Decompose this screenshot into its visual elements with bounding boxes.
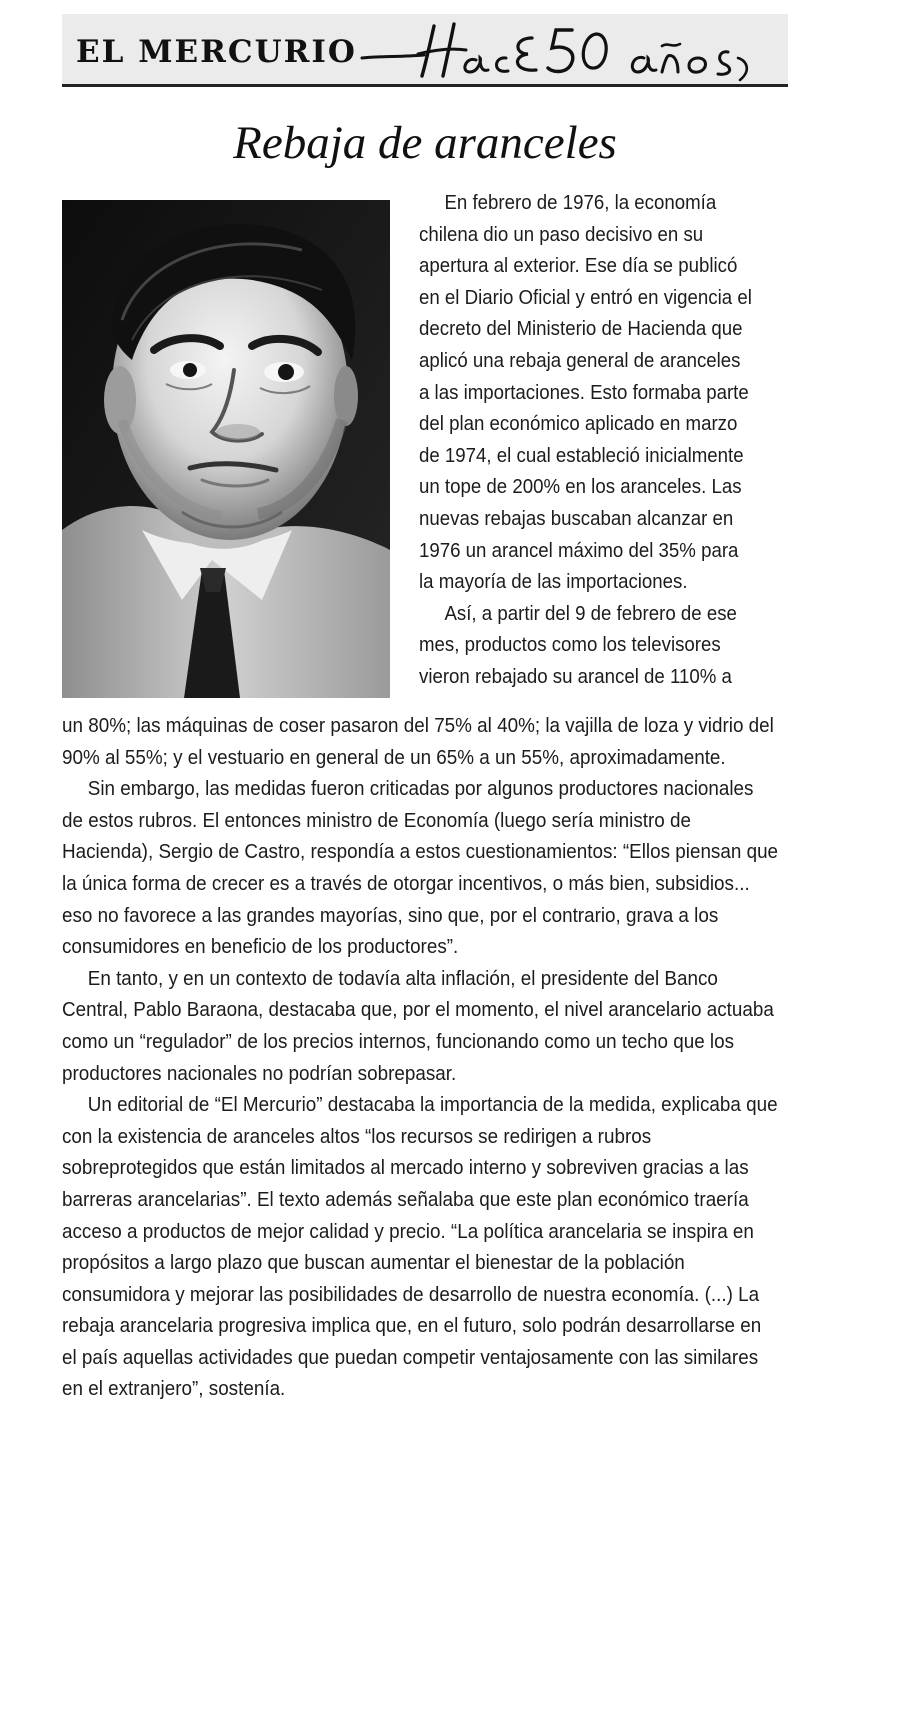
handwritten-hace-50-anos-logo xyxy=(62,14,788,84)
headline: Rebaja de aranceles xyxy=(233,117,617,169)
paragraph-1: En febrero de 1976, la economía chilena dio un paso decisivo en su apertura al exterior. Ese día se publicó en el Diario Oficial y entró en vigencia el decreto del Ministerio de Hacienda que aplicó una rebaja general de aranceles a las importaciones. Esto formaba parte del plan económico aplicado en marzo de 1974, el cual estableció inicialmente un tope de 200% en los aranceles. Las nuevas rebajas buscaban alcanzar en 1976 un arancel máximo del 35% para la mayoría de las importaciones. xyxy=(419,191,752,594)
paragraph-3: Sin embargo, las medidas fueron criticadas por algunos productores nacionales de estos rubros. El entonces ministro de Economía (luego sería ministro de Hacienda), Sergio de Castro, respondía a estos cuestionamientos: “Ellos piensan que la única forma de crecer es a través de otorgar incentivos, o más bien, subsidios... eso no favorece a las grandes mayorías, sino que, por el contrario, grava a los consumidores en beneficio de los productores”. xyxy=(62,777,779,959)
article-column xyxy=(419,187,756,693)
paragraph-5: Un editorial de “El Mercurio” destacaba la importancia de la medida, explicaba que con la existencia de aranceles altos “los recursos se redirigen a rubros sobreprotegidos que están limitados al mercado interno y sobreviven gracias a las barreras arancelarias”. El texto además señalaba que este plan económico traería acceso a productos de mejor calidad y precio. “La política arancelaria se inspira en propósitos a largo plazo que buscan aumentar el bienestar de la población consumidora y mejorar las posibilidades de desarrollo de nuestra economía. (...) La rebaja arancelaria progresiva implica que, en el futuro, solo podrán desarrollarse en el país aquellas actividades que puedan competir ventajosamente con las similares en el extranjero”, sostenía. xyxy=(62,1093,778,1401)
portrait-photo xyxy=(62,200,390,698)
paragraph-2-end: un 80%; las máquinas de coser pasaron del 75% al 40%; la vajilla de loza y vidrio del 90% al 55%; y el vestuario en general de un 65% a un 55%, aproximadamente. xyxy=(62,714,774,769)
masthead-brand: EL MERCURIO xyxy=(76,34,357,70)
paragraph-4: En tanto, y en un contexto de todavía alta inflación, el presidente del Banco Central, Pablo Baraona, destacaba que, por el momento, el nivel arancelario actuaba como un “regulador” de los precios internos, funcionando como un techo que los productores nacionales no podrían sobrepasar. xyxy=(62,966,774,1085)
paragraph-2-start: Así, a partir del 9 de febrero de ese mes, productos como los televisores vieron rebajado su arancel de 110% a xyxy=(419,601,737,688)
article-body xyxy=(62,710,780,1405)
masthead xyxy=(62,14,788,87)
